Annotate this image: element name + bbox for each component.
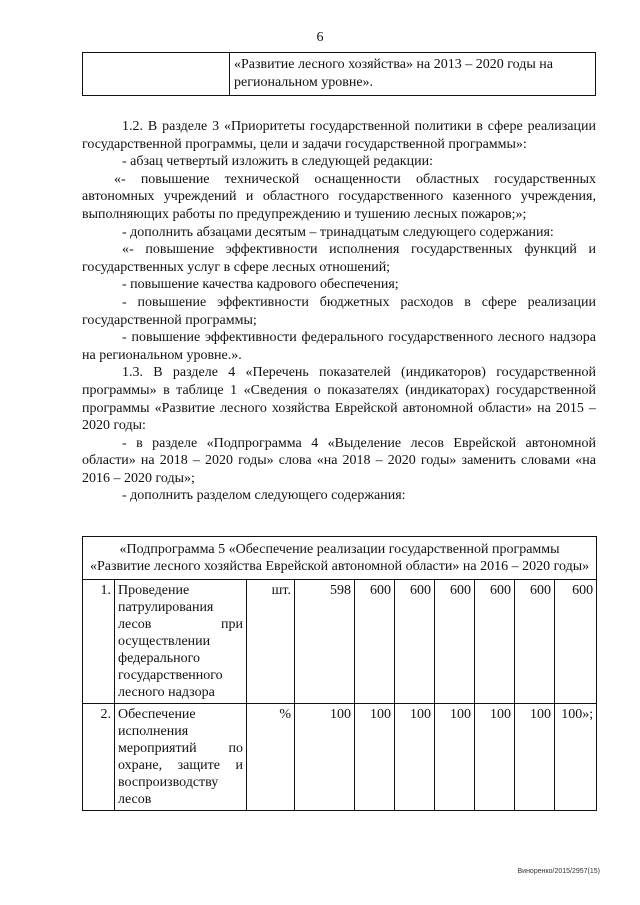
paragraph: - повышение эффективности бюджетных расходов в сфере реализации государственной программы; xyxy=(82,294,596,328)
paragraph: - дополнить абзацами десятым – тринадцатым следующего содержания: xyxy=(122,224,554,240)
page-number: 6 xyxy=(316,30,324,45)
indicator-name: Обеспечение исполнения мероприятий по охране, защите и воспроизводству лесов xyxy=(115,704,247,811)
value-cell: 600 xyxy=(435,580,475,704)
indicator-name: Проведение патрулирования лесов при осуществлении федерального государственного лесного надзора xyxy=(115,580,247,704)
paragraph: - абзац четвертый изложить в следующей редакции: xyxy=(122,154,433,170)
value-cell: 600 xyxy=(395,580,435,704)
value-cell: 100»; xyxy=(555,704,597,811)
paragraph: - повышение эффективности федерального государственного лесного надзора на региональном уровне.». xyxy=(82,330,596,363)
value-cell: 600 xyxy=(355,580,395,704)
paragraph: «- повышение эффективности исполнения государственных функций и государственных услуг в сфере лесных отношений; xyxy=(82,242,596,275)
footer-code: Виноренко/2015/2957(15) xyxy=(517,868,600,875)
indicator-table-header: «Подпрограмма 5 «Обеспечение реализации государственной программы «Развитие лесного хозяйства Еврейской автономной области» на 2016 – 2020 годы» xyxy=(83,537,597,580)
unit-cell: % xyxy=(247,704,295,811)
row-number: 2. xyxy=(83,704,115,811)
top-table-fragment xyxy=(82,52,596,96)
unit-cell: шт. xyxy=(247,580,295,704)
value-cell: 600 xyxy=(475,580,515,704)
paragraph: 1.3. В разделе 4 «Перечень показателей (индикаторов) государственной программы» в таблице 1 «Сведения о показателях (индикаторах) государственной программы «Развитие лесного хозяйства Еврейской автономной области» на 2015 – 2020 годы: xyxy=(82,365,596,434)
value-cell: 100 xyxy=(475,704,515,811)
value-cell: 100 xyxy=(355,704,395,811)
document-body xyxy=(82,118,596,505)
value-cell: 598 xyxy=(295,580,355,704)
value-cell: 600 xyxy=(555,580,597,704)
top-table-text-cell: «Развитие лесного хозяйства» на 2013 – 2020 годы на региональном уровне». xyxy=(230,53,596,96)
value-cell: 100 xyxy=(515,704,555,811)
table-row xyxy=(83,704,597,811)
paragraph: «- повышение технической оснащенности областных государственных автономных учреждений и областного государственного казенного учреждения, выполняющих работы по предупреждению и тушению лесных пожаров;»; xyxy=(82,171,596,222)
paragraph: 1.2. В разделе 3 «Приоритеты государственной политики в сфере реализации государственной программы, цели и задачи государственной программы»: xyxy=(82,119,596,152)
top-table-empty-cell xyxy=(83,53,230,96)
table-row xyxy=(83,580,597,704)
indicator-table xyxy=(82,536,597,811)
value-cell: 600 xyxy=(515,580,555,704)
paragraph: - повышение качества кадрового обеспечения; xyxy=(122,277,399,293)
value-cell: 100 xyxy=(395,704,435,811)
paragraph: - в разделе «Подпрограмма 4 «Выделение лесов Еврейской автономной области» на 2018 – 2020 годы» слова «на 2018 – 2020 годы» заменить словами «на 2016 – 2020 годы»; xyxy=(82,435,596,486)
paragraph: - дополнить разделом следующего содержания: xyxy=(122,488,406,504)
row-number: 1. xyxy=(83,580,115,704)
value-cell: 100 xyxy=(435,704,475,811)
value-cell: 100 xyxy=(295,704,355,811)
